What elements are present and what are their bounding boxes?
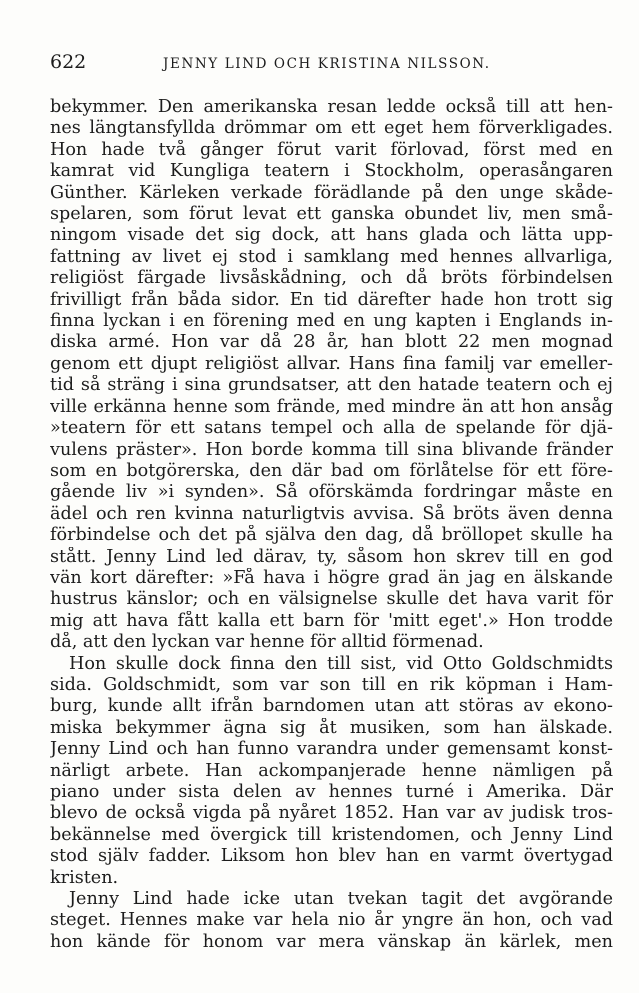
text-line: Hon skulle dock finna den till sist, vid Otto Goldschmidts [69,653,613,674]
text-line: Hon hade två gånger förut varit förlovad, först med en [50,139,613,160]
text-line: »teatern för ett satans tempel och alla de spelande för djä- [50,418,613,439]
text-line: sida. Goldschmidt, som var son till en rik köpman i Ham- [50,674,613,695]
text-line: stått. Jenny Lind led därav, ty, såsom hon skrev till en god [50,546,613,567]
text-line: burg, kunde allt ifrån barndomen utan att störas av ekono- [50,696,613,717]
text-line: frivilligt från båda sidor. En tid därefter hade hon trott sig [50,289,613,310]
text-line: vulens präster». Hon borde komma till sina blivande fränder [50,439,613,460]
text-line: som en botgörerska, den där bad om förlåtelse för ett före- [50,460,613,481]
text-line: tid så sträng i sina grundsatser, att den hatade teatern och ej [50,375,613,396]
text-line: förbindelse och det på själva den dag, då bröllopet skulle ha [50,525,613,546]
page-header [50,50,610,78]
text-line: ädel och ren kvinna naturligtvis avvisa. Så bröts även denna [50,503,613,524]
text-line: genom ett djupt religiöst allvar. Hans fina familj var emeller- [50,353,613,374]
text-line: stod själv fadder. Liksom hon blev han en varmt övertygad [50,846,613,867]
text-line: kamrat vid Kungliga teatern i Stockholm, operasångaren [50,161,613,182]
text-line: fattning av livet ej stod i samklang med hennes allvarliga, [50,246,613,267]
text-line: nes längtansfyllda drömmar om ett eget hem förverkligades. [50,118,613,139]
text-line: bekännelse med övergick till kristendomen, och Jenny Lind [50,824,613,845]
text-line: mig att hava fått kalla ett barn för 'mitt eget'.» Hon trodde [50,610,613,631]
text-line: ningom visade det sig dock, att hans glada och lätta upp- [50,225,613,246]
text-line: finna lyckan i en förening med en ung kapten i Englands in- [50,311,613,332]
text-line: gående liv »i synden». Så oförskämda fordringar måste en [50,482,613,503]
text-line: då, att den lyckan var henne för alltid förmenad. [50,632,484,653]
running-head: JENNY LIND OCH KRISTINA NILSSON. [163,56,491,72]
text-line: religiöst färgade livsåskådning, och då bröts förbindelsen [50,268,613,289]
text-line: Günther. Kärleken verkade förädlande på den unge skåde- [50,182,613,203]
text-line: närligt arbete. Han ackompanjerade henne nämligen på [50,760,613,781]
text-line: hustrus känslor; och en välsignelse skulle det hava varit för [50,589,613,610]
text-line: Jenny Lind och han funno varandra under gemensamt konst- [50,739,613,760]
text-line: blevo de också vigda på nyåret 1852. Han var av judisk tros- [50,803,613,824]
text-line: hon kände för honom var mera vänskap än kärlek, men [50,931,613,952]
text-line: vän kort därefter: »Få hava i högre grad än jag en älskande [50,567,613,588]
text-line: diska armé. Hon var då 28 år, han blott 22 men mognad [50,332,613,353]
text-line: piano under sista delen av hennes turné i Amerika. Där [50,782,613,802]
text-line: kristen. [50,867,119,888]
body-text [50,97,613,953]
text-line: steget. Hennes make var hela nio år yngre än hon, och vad [50,910,613,931]
text-line: miska bekymmer ägna sig åt musiken, som han älskade. [50,717,613,738]
page-number: 622 [50,51,87,73]
text-line: Jenny Lind hade icke utan tvekan tagit det avgörande [69,889,613,910]
text-line: spelaren, som förut levat ett ganska obundet liv, men små- [50,204,613,225]
text-line: bekymmer. Den amerikanska resan ledde också till att hen- [50,97,613,117]
text-line: ville erkänna henne som frände, med mindre än att hon ansåg [50,396,613,417]
